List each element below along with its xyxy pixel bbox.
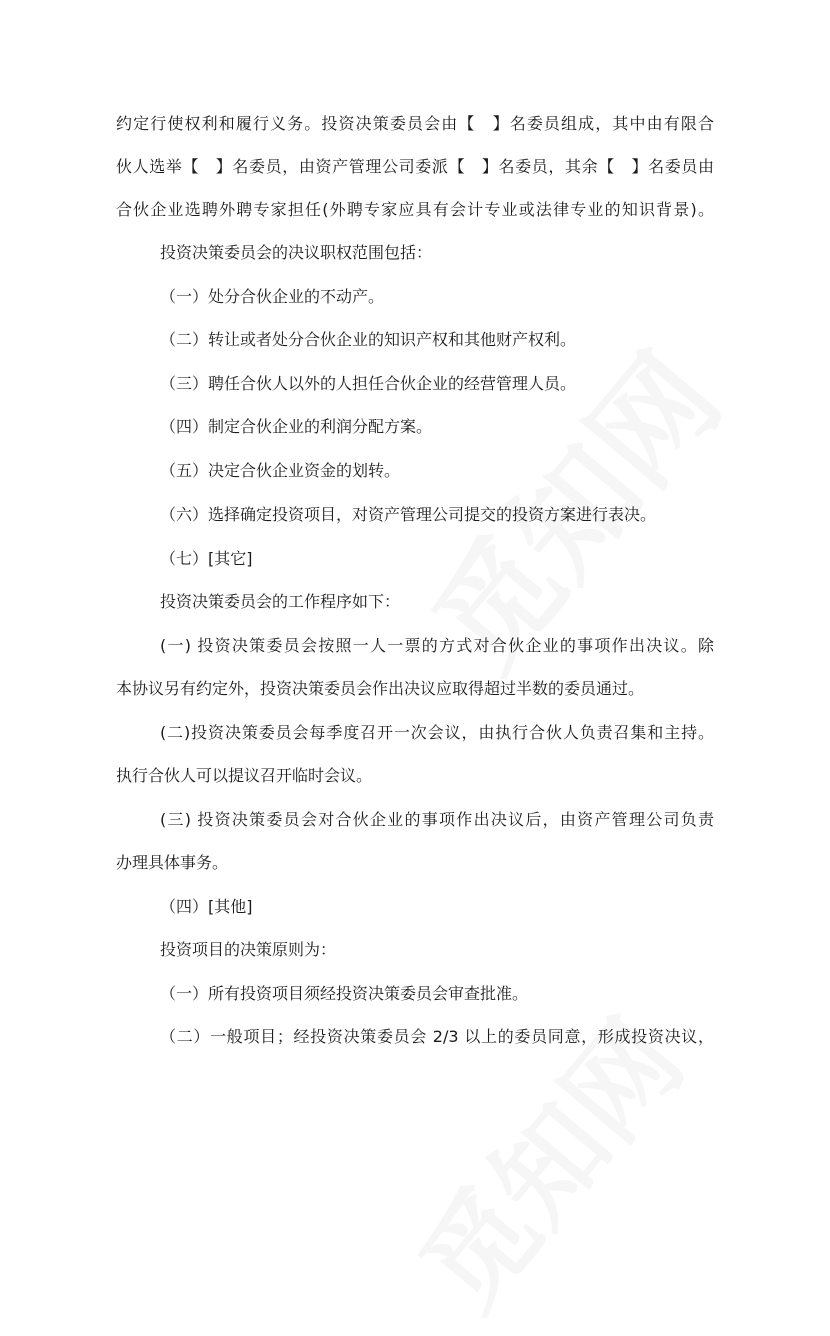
list-item: （三）聘任合伙人以外的人担任合伙企业的经营管理人员。 <box>160 374 577 393</box>
list-item: （六）选择确定投资项目，对资产管理公司提交的投资方案进行表决。 <box>160 505 657 524</box>
list-item: （七）[其它] <box>160 549 253 568</box>
paragraph-line: (一) 投资决策委员会按照一人一票的方式对合伙企业的事项作出决议。除 <box>160 636 714 655</box>
list-item: （二）一般项目；经投资决策委员会 2/3 以上的委员同意，形成投资决议， <box>160 1027 714 1046</box>
list-item: （二）转让或者处分合伙企业的知识产权和其他财产权利。 <box>160 330 577 349</box>
paragraph-line: 办理具体事务。 <box>116 853 229 872</box>
paragraph-line: 执行合伙人可以提议召开临时会议。 <box>116 766 373 785</box>
paragraph-line: 投资决策委员会的工作程序如下： <box>160 592 401 611</box>
list-item: （四）[其他] <box>160 897 253 916</box>
list-item: （一）处分合伙企业的不动产。 <box>160 287 385 306</box>
paragraph-line: 合伙企业选聘外聘专家担任(外聘专家应具有会计专业或法律专业的知识背景)。 <box>116 200 714 219</box>
list-item: （四）制定合伙企业的利润分配方案。 <box>160 417 433 436</box>
paragraph-line: (二)投资决策委员会每季度召开一次会议，由执行合伙人负责召集和主持。 <box>160 723 714 742</box>
paragraph-line: 伙人选举【 】名委员，由资产管理公司委派【 】名委员，其余【 】名委员由 <box>116 157 714 176</box>
paragraph-line: 投资决策委员会的决议职权范围包括： <box>160 243 433 262</box>
paragraph-line: (三) 投资决策委员会对合伙企业的事项作出决议后，由资产管理公司负责 <box>160 810 714 829</box>
list-item: （五）决定合伙企业资金的划转。 <box>160 461 401 480</box>
list-item: （一）所有投资项目须经投资决策委员会审查批准。 <box>160 984 529 1003</box>
paragraph-line: 约定行使权利和履行义务。投资决策委员会由【 】名委员组成，其中由有限合 <box>116 114 714 133</box>
paragraph-line: 投资项目的决策原则为： <box>160 940 337 959</box>
paragraph-line: 本协议另有约定外，投资决策委员会作出决议应取得超过半数的委员通过。 <box>116 679 645 698</box>
